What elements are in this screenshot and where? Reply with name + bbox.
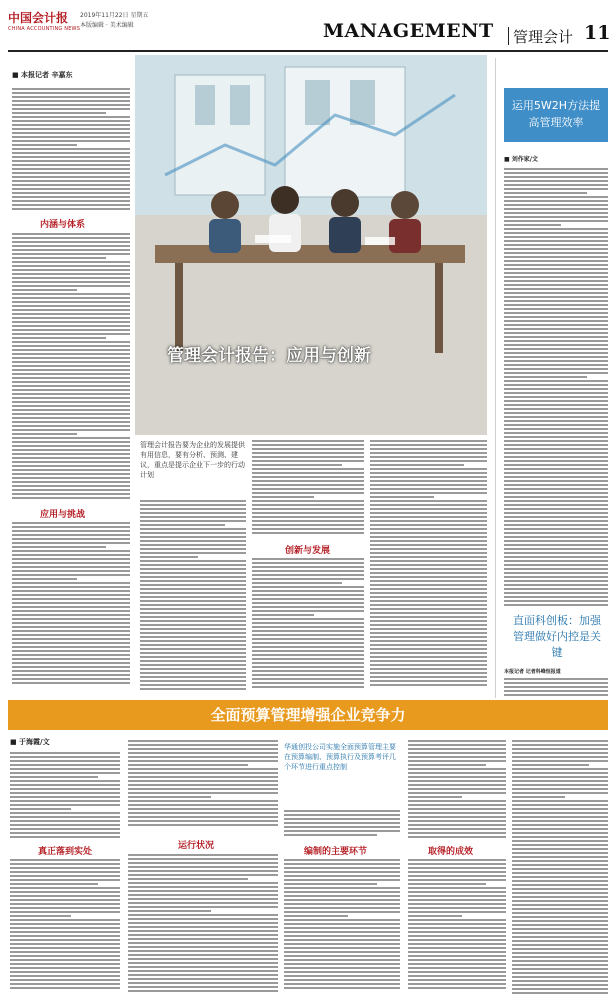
bottom-pullquote bbox=[284, 742, 400, 802]
right-article bbox=[500, 58, 610, 698]
text-column bbox=[12, 233, 130, 503]
pullquote bbox=[140, 440, 246, 492]
top-article bbox=[0, 55, 490, 695]
date-line: 2019年11月22日 星期五 bbox=[80, 12, 149, 19]
text-column bbox=[252, 440, 364, 535]
text-column bbox=[128, 854, 278, 994]
text-column bbox=[10, 859, 120, 994]
right-title: 运用5W2H方法提高管理效率 bbox=[511, 99, 601, 129]
text-column bbox=[512, 740, 608, 994]
text-column bbox=[504, 168, 608, 608]
subhead-4: 取得的成效 bbox=[428, 847, 474, 857]
bottom-pullquote-text: 华通创投公司实施全面预算管理主要在预算编制、预算执行及预算考评几个环节进行重点控制 bbox=[284, 743, 396, 771]
bottom-banner bbox=[8, 700, 608, 730]
right-byline: ■ 刘作家/文 bbox=[504, 156, 538, 163]
right-subtitle: 直面科创板：加强管理做好内控是关键 bbox=[513, 614, 601, 659]
right-byline-2: 本报记者 记者科峰恒报道 bbox=[504, 669, 561, 675]
subhead-1: 内涵与体系 bbox=[40, 220, 86, 230]
masthead bbox=[0, 0, 616, 52]
subhead-2: 应用与挑战 bbox=[40, 510, 86, 520]
subhead-3: 编制的主要环节 bbox=[304, 847, 368, 857]
logo-cn: 中国会计报 bbox=[8, 11, 69, 25]
banner-title: 管理会计报告：应用与创新 bbox=[167, 346, 371, 366]
masthead-rule bbox=[8, 50, 608, 52]
bottom-byline: ■ 于海霞/文 bbox=[10, 738, 50, 746]
editor-line: 本版编辑 · 美术编辑 bbox=[80, 22, 134, 29]
column-rule bbox=[495, 58, 496, 698]
pullquote-text: 管理会计报告要为企业的发展提供有用信息，要有分析、预测、建议，重点是提示企业下一步的行动计划 bbox=[140, 441, 245, 479]
text-column bbox=[408, 740, 506, 840]
text-column bbox=[12, 522, 130, 687]
subhead-2: 运行状况 bbox=[178, 841, 215, 851]
text-column bbox=[504, 678, 608, 698]
banner-image bbox=[135, 55, 487, 435]
bottom-title: 全面预算管理增强企业竞争力 bbox=[210, 706, 406, 724]
subhead-1: 真正落到实处 bbox=[38, 847, 93, 857]
office-scene-image bbox=[135, 55, 487, 435]
section-en: MANAGEMENT bbox=[323, 20, 494, 42]
section-divider bbox=[508, 27, 509, 45]
bottom-article bbox=[8, 734, 608, 996]
text-column bbox=[252, 558, 364, 690]
text-column bbox=[10, 752, 120, 840]
text-column bbox=[128, 740, 278, 830]
logo bbox=[8, 9, 80, 32]
section-cn: 管理会计 bbox=[513, 28, 574, 46]
logo-en: CHINA ACCOUNTING NEWS bbox=[8, 26, 81, 32]
text-column bbox=[370, 440, 487, 690]
right-title-box bbox=[504, 88, 608, 142]
top-byline: ■ 本报记者 辛嘉东 bbox=[12, 71, 73, 79]
subhead-3: 创新与发展 bbox=[285, 546, 331, 556]
text-column bbox=[140, 500, 246, 690]
text-column bbox=[284, 859, 400, 994]
text-column bbox=[12, 88, 130, 213]
text-column bbox=[408, 859, 506, 994]
page-number: 11 bbox=[584, 22, 611, 44]
text-column bbox=[284, 810, 400, 840]
